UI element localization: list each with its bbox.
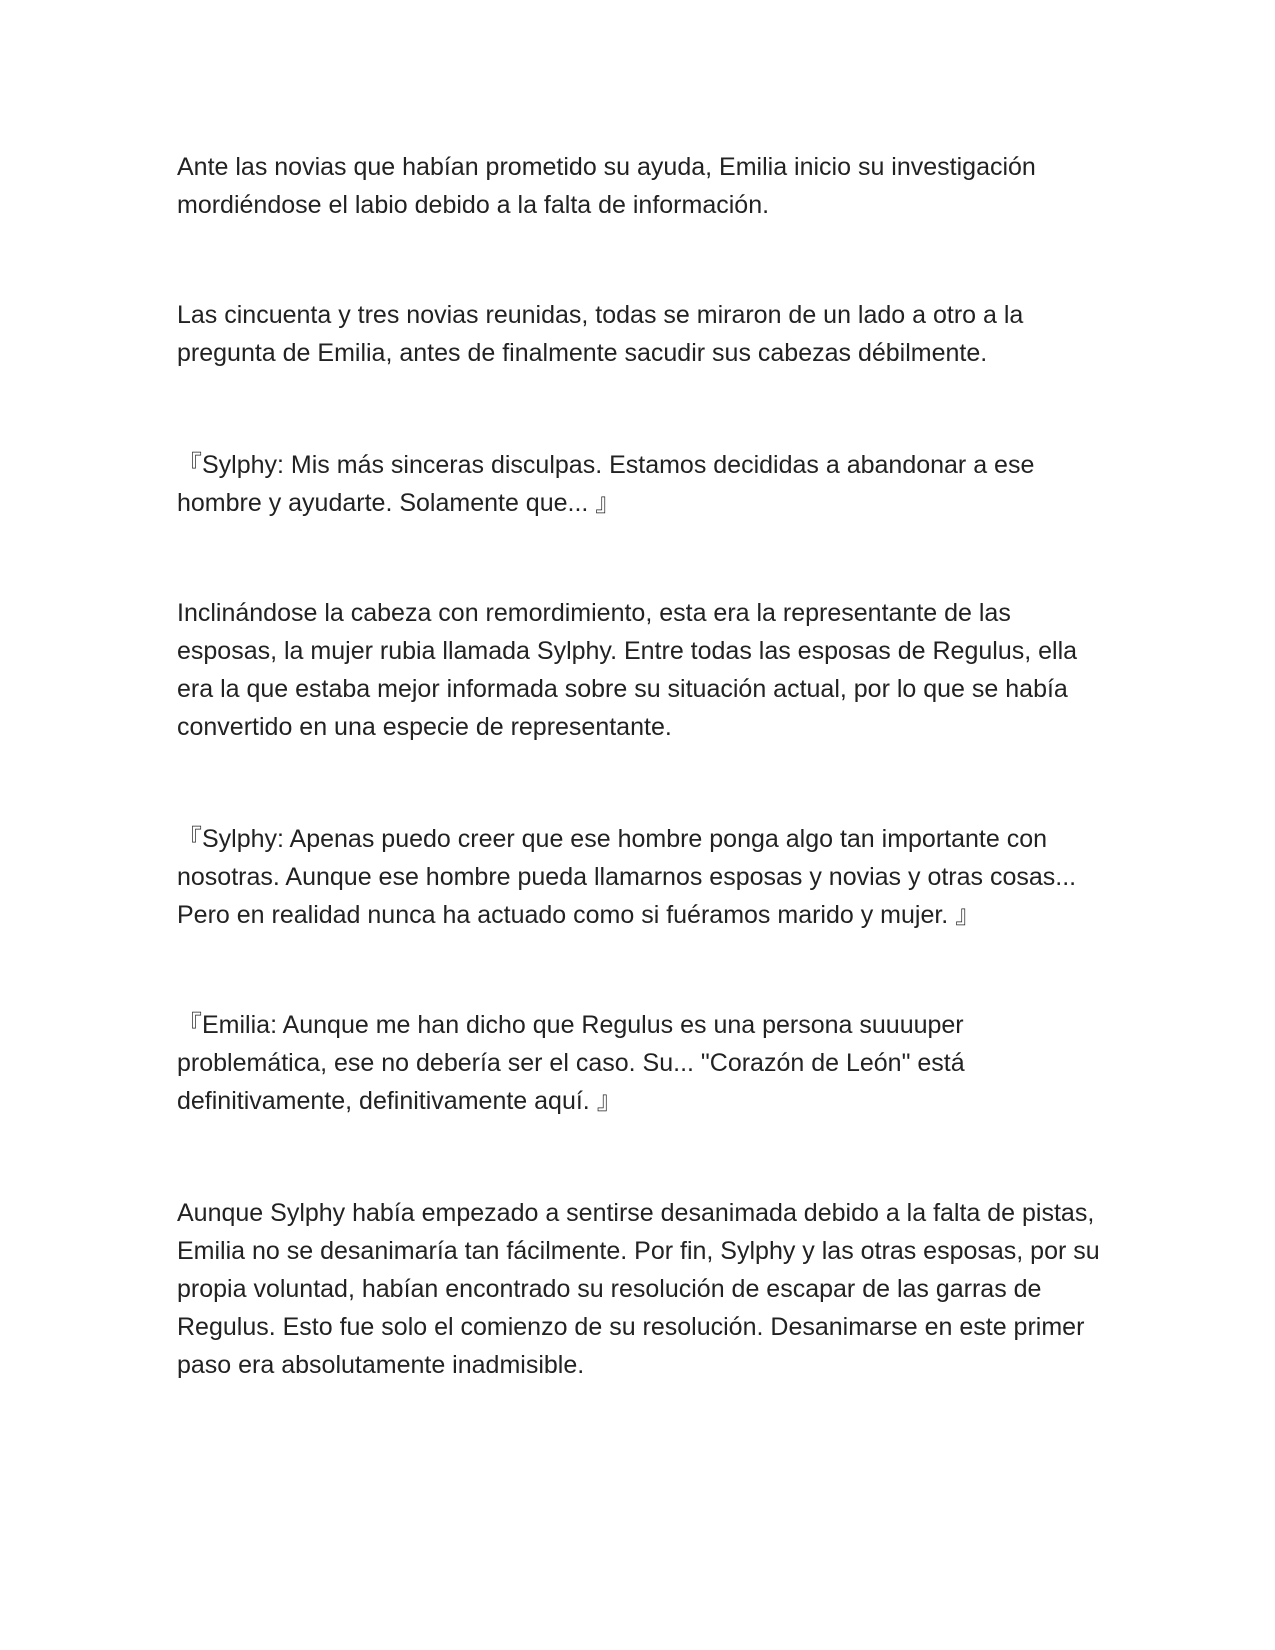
paragraph-1: Ante las novias que habían prometido su ayuda, Emilia inicio su investigación mordiéndose el labio debido a la falta de información. [177,153,1036,219]
paragraph-2: Las cincuenta y tres novias reunidas, todas se miraron de un lado a otro a la pregunta de Emilia, antes de finalmente sacudir sus cabezas débilmente. [177,301,1024,367]
dialogue-sylphy-2: 『Sylphy: Apenas puedo creer que ese hombre ponga algo tan importante con nosotras. Aunque ese hombre pueda llamarnos esposas y novias y otras cosas... Pero en realidad nunca ha actuado como si fuéramos marido y mujer. 』 [177,825,1077,929]
dialogue-emilia: 『Emilia: Aunque me han dicho que Regulus es una persona suuuuper problemática, ese no debería ser el caso. Su... "Corazón de León" está definitivamente, definitivamente aquí. 』 [177,1011,965,1115]
paragraph-7: Aunque Sylphy había empezado a sentirse desanimada debido a la falta de pistas, Emilia no se desanimaría tan fácilmente. Por fin, Sylphy y las otras esposas, por su propia voluntad, habían encontrado su resolución de escapar de las garras de Regulus. Esto fue solo el comienzo de su resolución. Desanimarse en este primer paso era absolutamente inadmisible. [177,1199,1100,1379]
text-body [177,148,1102,1384]
paragraph-4: Inclinándose la cabeza con remordimiento, esta era la representante de las esposas, la mujer rubia llamada Sylphy. Entre todas las esposas de Regulus, ella era la que estaba mejor informada sobre su situación actual, por lo que se había convertido en una especie de representante. [177,599,1078,741]
dialogue-sylphy-1: 『Sylphy: Mis más sinceras disculpas. Estamos decididas a abandonar a ese hombre y ayudarte. Solamente que... 』 [177,451,1035,517]
